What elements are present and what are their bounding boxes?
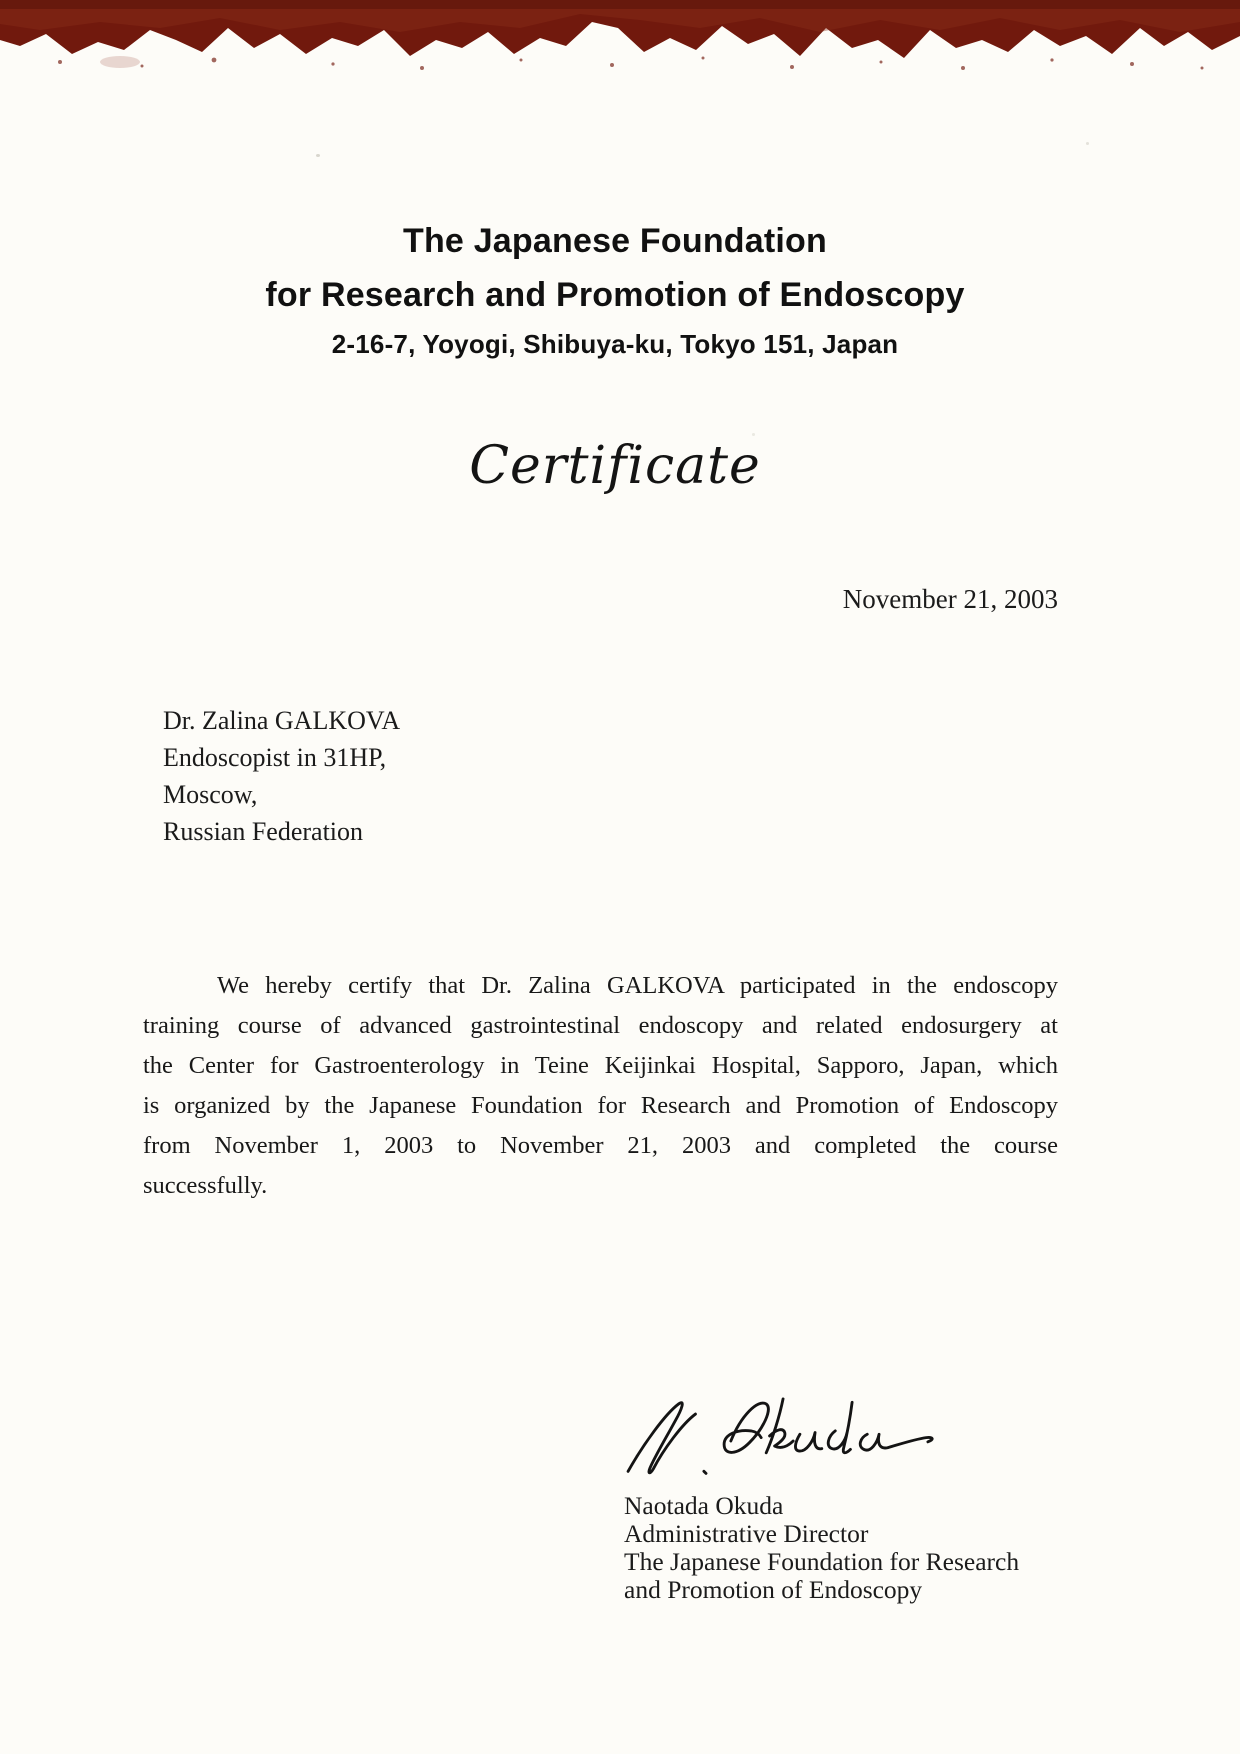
scan-artifact-band [0, 0, 1240, 90]
signer-org-line1: The Japanese Foundation for Research [624, 1547, 1020, 1576]
body-line: We hereby certify that Dr. Zalina GALKOVA participated in the endoscopy [217, 972, 1058, 999]
body-line: from November 1, 2003 to November 21, 2003 and completed the course [143, 1132, 1058, 1159]
body-line: successfully. [143, 1172, 268, 1199]
certificate-title: Certificate [469, 436, 761, 496]
org-name-line2: for Research and Promotion of Endoscopy [265, 276, 965, 314]
scan-speck [316, 154, 320, 157]
body-line: the Center for Gastroenterology in Teine Keijinkai Hospital, Sapporo, Japan, which [143, 1052, 1058, 1079]
signature-handwriting [618, 1386, 938, 1496]
scan-speck [1086, 142, 1089, 145]
signer-title: Administrative Director [624, 1519, 869, 1548]
signer-org-line2: and Promotion of Endoscopy [624, 1575, 923, 1604]
body-line: training course of advanced gastrointestinal endoscopy and related endosurgery at [143, 1012, 1058, 1039]
body-paragraph [143, 966, 1058, 1206]
recipient-city: Moscow, [163, 780, 258, 809]
recipient-name: Dr. Zalina GALKOVA [163, 706, 401, 735]
body-line: is organized by the Japanese Foundation for Research and Promotion of Endoscopy [143, 1092, 1058, 1119]
recipient-country: Russian Federation [163, 817, 364, 846]
recipient-block [163, 702, 400, 850]
date: November 21, 2003 [842, 584, 1058, 614]
org-address: 2-16-7, Yoyogi, Shibuya-ku, Tokyo 151, Japan [331, 329, 899, 359]
signer-block [624, 1492, 1019, 1604]
signer-name: Naotada Okuda [624, 1491, 784, 1520]
recipient-position: Endoscopist in 31HP, [163, 743, 387, 772]
org-name-line1: The Japanese Foundation [403, 222, 827, 260]
